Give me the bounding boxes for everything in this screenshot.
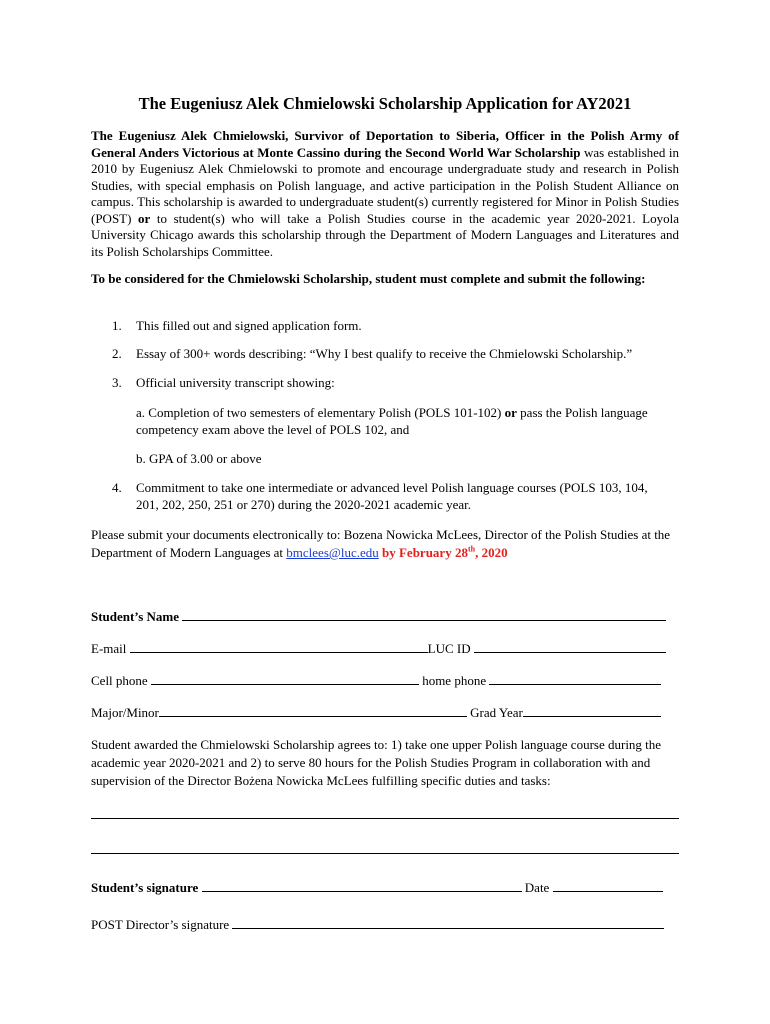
director-signature-row [91,916,679,933]
subitem-a-text-2: pass the Polish language competency exam above the level of POLS 102, and [136,405,648,437]
student-name-row [91,608,679,625]
student-name-field[interactable] [182,608,666,621]
student-signature-field[interactable] [202,879,522,892]
major-minor-label: Major/Minor [91,705,159,720]
date-field[interactable] [553,879,663,892]
intro-bold-lead: The Eugeniusz Alek Chmielowski, Survivor of Deportation to Siberia, Officer in the Polish Army of General Anders Victorious at Monte Cassino during the Second World War Scholarship [91,128,679,160]
list-item-1: This filled out and signed application form. [136,318,362,333]
list-number-2: 2. [112,346,122,361]
deadline-text [379,545,508,560]
agreement-paragraph: Student awarded the Chmielowski Scholarship agrees to: 1) take one upper Polish language course during the academic year 2020-2021 and 2) to serve 80 hours for the Polish Studies Program in collaboration with and supervision of the Director Bożena Nowicka McLees fulfilling specific duties and tasks: [91,737,662,788]
grad-year-field[interactable] [523,704,661,717]
list-number-3: 3. [112,375,122,390]
cell-phone-label: Cell phone [91,673,148,688]
duties-line-2[interactable] [91,853,679,854]
date-label: Date [524,880,550,895]
director-signature-label: POST Director’s signature [91,917,230,932]
contact-email-link[interactable]: bmclees@luc.edu [286,545,379,560]
major-minor-field[interactable] [159,704,467,717]
list-item-2: Essay of 300+ words describing: “Why I best qualify to receive the Chmielowski Scholarship.” [136,346,633,361]
major-grad-row [91,704,679,721]
subitem-a-text-1: a. Completion of two semesters of elementary Polish (POLS 101-102) [136,405,505,420]
duties-line-1[interactable] [91,818,679,819]
deadline-pre: by February 28 [378,545,468,560]
email-lucid-row [91,640,679,657]
requirements-heading: To be considered for the Chmielowski Scholarship, student must complete and submit the following: [91,271,646,286]
list-number-4: 4. [112,480,122,495]
submit-text: Please submit your documents electronically to: Bozena Nowicka McLees, Director of the Polish Studies at the Department of Modern Languages at [91,527,671,560]
intro-text-2: to student(s) who will take a Polish Studies course in the academic year 2020-2021. Loyola University Chicago awards this scholarship through the Department of Modern Languages and Literatures and its Polish Scholarships Committee. [91,210,679,259]
intro-or: or [138,210,151,226]
list-subitem-a [136,405,656,438]
lucid-field[interactable] [474,640,666,653]
intro-paragraph [91,128,679,260]
email-label: E-mail [91,641,127,656]
list-item-4: Commitment to take one intermediate or advanced level Polish language courses (POLS 103, 104, 201, 202, 250, 251 or 270) during the 2020-2021 academic year. [136,480,648,512]
subitem-a-or: or [504,405,517,420]
phone-row [91,672,679,689]
student-signature-row [91,879,679,896]
email-field[interactable] [130,640,428,653]
lucid-label: LUC ID [427,641,471,656]
list-subitem-b: b. GPA of 3.00 or above [136,451,262,466]
student-name-label: Student’s Name [91,609,179,624]
page-title: The Eugeniusz Alek Chmielowski Scholarship Application for AY2021 [138,94,632,113]
home-phone-label: home phone [422,673,487,688]
submit-instructions [91,526,679,562]
director-signature-field[interactable] [232,916,664,929]
cell-phone-field[interactable] [151,672,419,685]
deadline-post: , 2020 [475,545,508,560]
intro-text-1: was established in 2010 by Eugeniusz Alek Chmielowski to promote and encourage undergraduate study and research in Polish Studies, with special emphasis on Polish language, and active participation in the Polish Student Alliance on campus. This scholarship is awarded to undergraduate student(s) currently registered for Minor in Polish Studies (POST) [91,144,679,226]
grad-year-label: Grad Year [470,705,523,720]
home-phone-field[interactable] [489,672,661,685]
deadline-sup: th [467,544,476,554]
list-number-1: 1. [112,318,122,333]
student-signature-label: Student’s signature [91,880,199,895]
list-item-3: Official university transcript showing: [136,375,335,390]
